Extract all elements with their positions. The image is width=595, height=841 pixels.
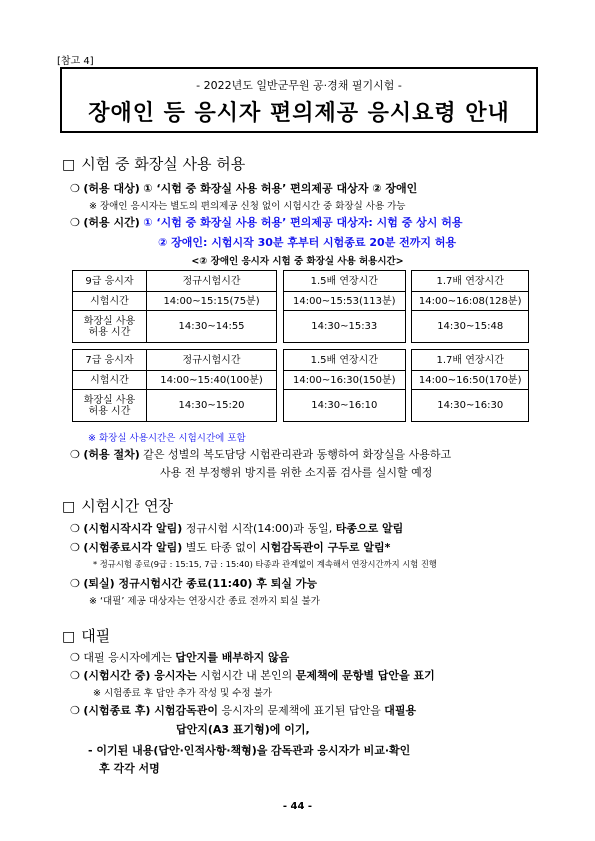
allowed-target-line: ❍ (허용 대상) ① ‘시험 중 화장실 사용 허용’ 편의제공 대상자 ② 장애인 [70, 182, 418, 195]
page-number: - 44 - [282, 801, 313, 812]
proxy-line-3b: 답안지(A3 표기형)에 이기, [176, 723, 310, 736]
title-box [60, 67, 538, 133]
table-cell: 14:30~15:20 [146, 390, 276, 422]
circle-bullet-icon: ❍ [70, 669, 80, 682]
proxy-line-1: ❍ 대필 응시자에게는 답안지를 배부하지 않음 [70, 651, 290, 664]
proxy-line-2: ❍ (시험시간 중) 응시자는 시험시간 내 본인의 문제책에 문항별 답안을 표기 [70, 669, 435, 682]
table-cell: 14:00~16:30(150분) [284, 371, 405, 390]
table-cell: 14:30~15:48 [412, 311, 529, 343]
table-cell: 14:30~16:30 [412, 390, 529, 422]
section-heading-restroom: □ 시험 중 화장실 사용 허용 [62, 155, 246, 173]
section-heading-extension: □ 시험시간 연장 [62, 497, 173, 515]
table-cell: 시험시간 [73, 371, 147, 390]
table-cell: 정규시험시간 [146, 271, 276, 292]
end-notice-note: * 정규시험 종료(9급 : 15:15, 7급 : 15:40) 타종과 관계없이 계속해서 연장시간까지 시험 진행 [93, 559, 437, 569]
circle-bullet-icon: ❍ [70, 704, 80, 717]
circle-bullet-icon: ❍ [70, 541, 80, 554]
end-notice-line: ❍ (시험종료시각 알림) 별도 타종 없이 시험감독관이 구두로 알림* [70, 541, 391, 554]
procedure-line: ❍ (허용 절차) 같은 성별의 복도담당 시험관리관과 동행하여 화장실을 사용하고 [70, 448, 452, 461]
table-cell: 14:30~15:33 [284, 311, 405, 343]
page-title: 장애인 등 응시자 편의제공 응시요령 안내 [88, 101, 510, 126]
allowed-time-line: ❍ (허용 시간) ① ‘시험 중 화장실 사용 허용’ 편의제공 대상자: 시험 중 상시 허용 [70, 216, 463, 229]
circle-bullet-icon: ❍ [70, 216, 80, 229]
table-cell: 14:00~15:15(75분) [146, 292, 276, 311]
note-included: ※ 화장실 사용시간은 시험시간에 포함 [88, 433, 246, 444]
proxy-note: ※ 시험종료 후 답안 추가 작성 및 수정 불가 [93, 688, 272, 699]
table-cell: 14:30~16:10 [284, 390, 405, 422]
circle-bullet-icon: ❍ [70, 651, 80, 664]
leave-line: ❍ (퇴실) 정규시험시간 종료(11:40) 후 퇴실 가능 [70, 577, 318, 590]
proxy-line-4b: 후 각각 서명 [99, 762, 160, 775]
table-cell: 14:30~14:55 [146, 311, 276, 343]
table-cell: 화장실 사용 허용 시간 [73, 390, 147, 422]
table-grade7 [72, 349, 529, 422]
table-cell: 1.5배 연장시간 [284, 271, 405, 292]
table-cell: 1.7배 연장시간 [412, 350, 529, 371]
allowed-time-line-2: ② 장애인: 시험시작 30분 후부터 시험종료 20분 전까지 허용 [158, 236, 457, 249]
proxy-line-3: ❍ (시험종료 후) 시험감독관이 응시자의 문제책에 표기된 답안을 대필용 [70, 704, 417, 717]
circle-bullet-icon: ❍ [70, 577, 80, 590]
square-bullet-icon: □ [62, 157, 76, 173]
procedure-line-2: 사용 전 부정행위 방지를 위한 소지품 검사를 실시할 예정 [160, 466, 433, 479]
proxy-line-4: - 이기된 내용(답안·인적사항·책형)을 감독관과 응시자가 비교·확인 [88, 744, 411, 757]
circle-bullet-icon: ❍ [70, 522, 80, 535]
table-cell: 정규시험시간 [146, 350, 276, 371]
start-notice-line: ❍ (시험시작시각 알림) 정규시험 시작(14:00)과 동일, 타종으로 알림 [70, 522, 404, 535]
table-grade9 [72, 270, 529, 343]
table-cell: 1.5배 연장시간 [284, 350, 405, 371]
table-cell: 7급 응시자 [73, 350, 147, 371]
table-cell: 14:00~16:08(128분) [412, 292, 529, 311]
reference-label: [참고 4] [57, 56, 94, 67]
circle-bullet-icon: ❍ [70, 182, 80, 195]
table-cell: 1.7배 연장시간 [412, 271, 529, 292]
table-cell: 14:00~15:40(100분) [146, 371, 276, 390]
table-cell: 화장실 사용 허용 시간 [73, 311, 147, 343]
section-heading-proxy: □ 대필 [62, 627, 111, 645]
circle-bullet-icon: ❍ [70, 448, 80, 461]
table-cell: 시험시간 [73, 292, 147, 311]
table-cell: 14:00~15:53(113분) [284, 292, 405, 311]
subtitle: - 2022년도 일반군무원 공·경채 필기시험 - [196, 79, 402, 92]
note-disabled: ※ 장애인 응시자는 별도의 편의제공 신청 없이 시험시간 중 화장실 사용 가능 [89, 201, 406, 212]
leave-note: ※ ‘대필’ 제공 대상자는 연장시간 종료 전까지 퇴실 불가 [89, 596, 320, 607]
square-bullet-icon: □ [62, 499, 76, 515]
table-cell: 14:00~16:50(170분) [412, 371, 529, 390]
square-bullet-icon: □ [62, 629, 76, 645]
table-cell: 9급 응시자 [73, 271, 147, 292]
table-caption: <② 장애인 응시자 시험 중 화장실 사용 허용시간> [191, 256, 404, 267]
